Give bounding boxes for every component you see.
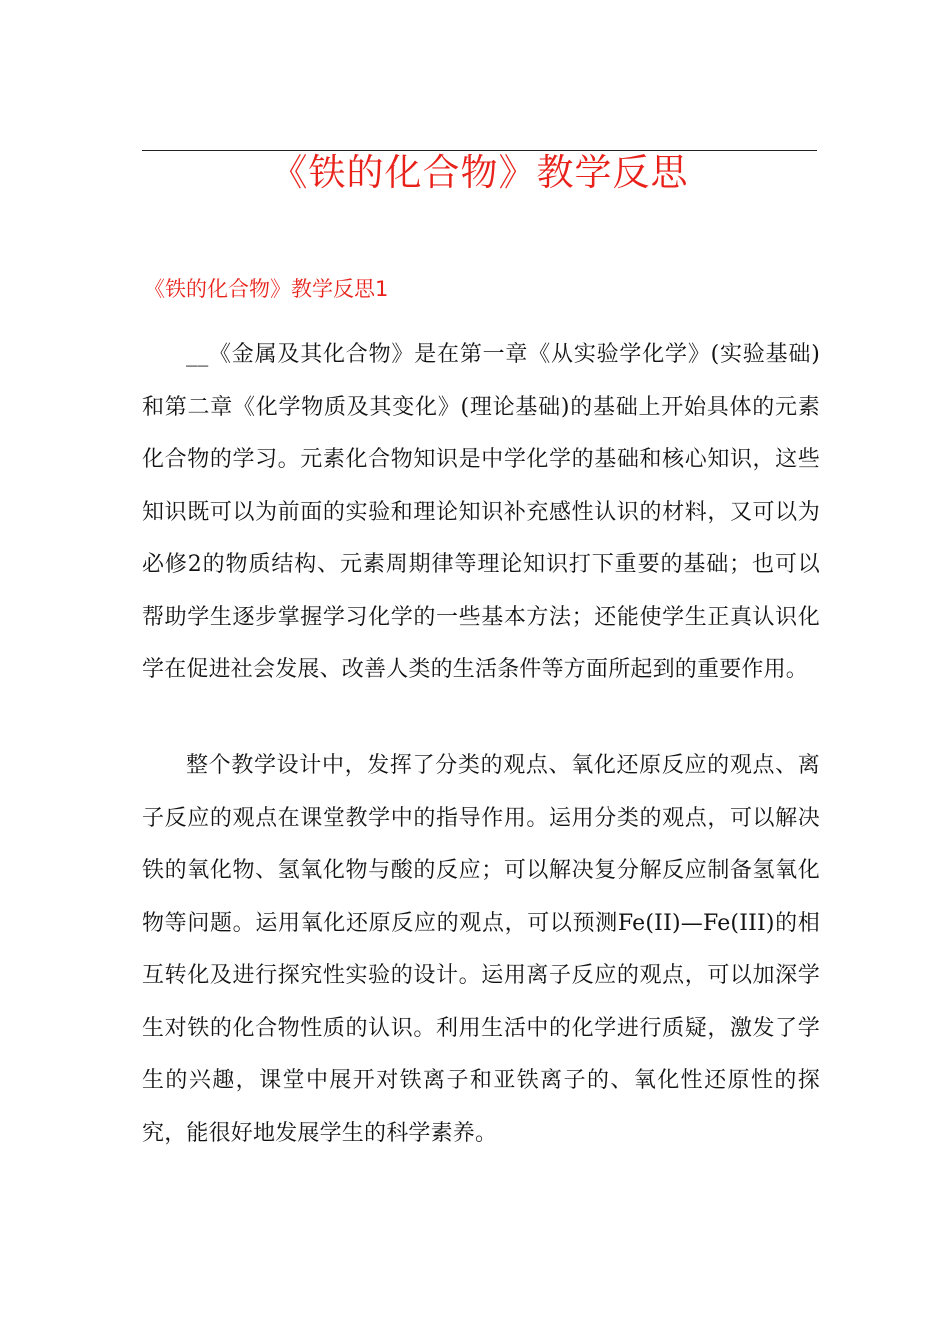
body-paragraph-2: 整个教学设计中，发挥了分类的观点、氧化还原反应的观点、离子反应的观点在课堂教学中的指导作用。运用分类的观点，可以解决铁的氧化物、氢氧化物与酸的反应；可以解决复分解反应制备氢氧化物等问题。运用氧化还原反应的观点，可以预测Fe(II)—Fe(III)的相互转化及进行探究性实验的设计。运用离子反应的观点，可以加深学生对铁的化合物性质的认识。利用生活中的化学进行质疑，激发了学生的兴趣，课堂中展开对铁离子和亚铁离子的、氧化性还原性的探究，能很好地发展学生的科学素养。 <box>142 753 820 1146</box>
page-title: 《铁的化合物》教学反思 <box>270 151 689 194</box>
body-paragraph-1: __《金属及其化合物》是在第一章《从实验学化学》(实验基础)和第二章《化学物质及其变化》(理论基础)的基础上开始具体的元素化合物的学习。元素化合物知识是中学化学的基础和核心知识，这些知识既可以为前面的实验和理论知识补充感性认识的材料，又可以为必修2的物质结构、元素周期律等理论知识打下重要的基础；也可以帮助学生逐步掌握学习化学的一些基本方法；还能使学生正真认识化学在促进社会发展、改善人类的生活条件等方面所起到的重要作用。 <box>142 342 820 682</box>
section-heading: 《铁的化合物》教学反思1 <box>144 277 389 301</box>
